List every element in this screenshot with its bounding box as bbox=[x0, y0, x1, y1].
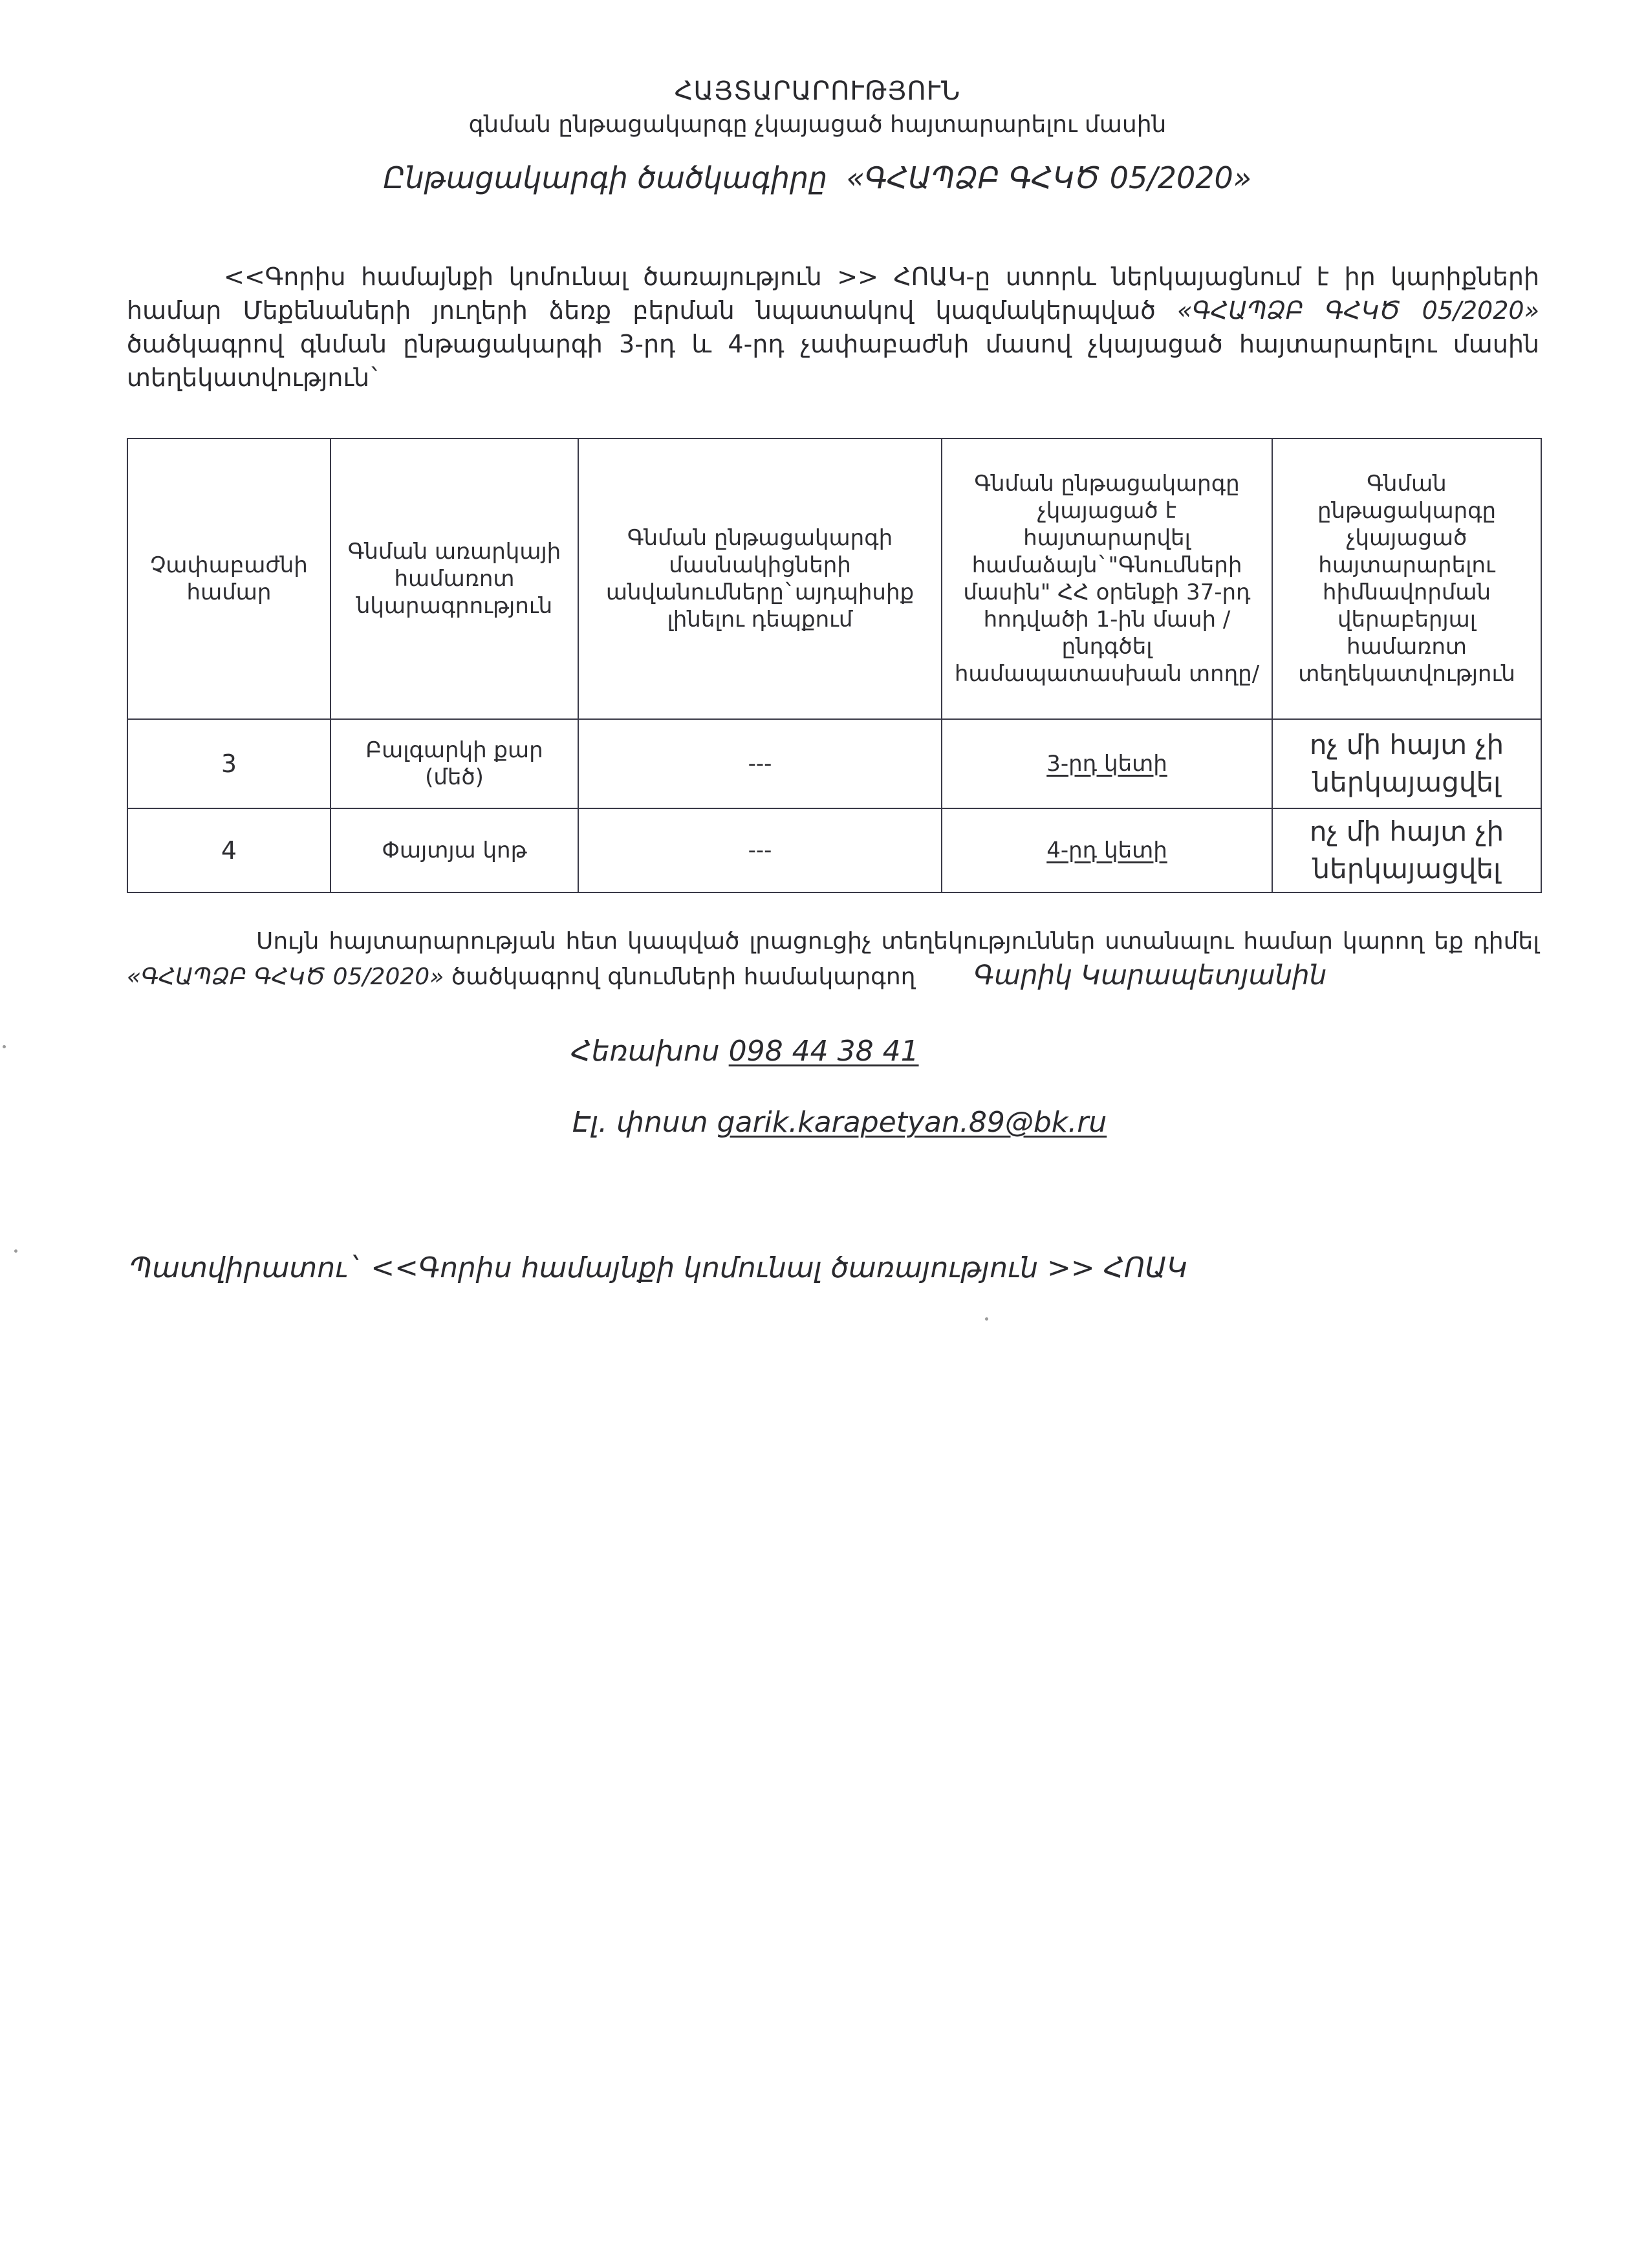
scan-speck bbox=[14, 1249, 17, 1253]
signature-line: Պատվիրատու` <<Գորիս համայնքի կոմունալ ծառայություն >> ՀՈԱԿ bbox=[129, 1251, 1188, 1284]
lot-reason: ոչ մի հայտ չի ներկայացվել bbox=[1272, 719, 1541, 808]
intro-paragraph bbox=[127, 260, 1539, 394]
lot-participants: --- bbox=[578, 719, 942, 808]
phone-number[interactable]: 098 44 38 41 bbox=[728, 1035, 919, 1068]
lot-description: Բալգարկի քար (մեծ) bbox=[330, 719, 578, 808]
email-link[interactable]: garik.karapetyan.89@bk.ru bbox=[717, 1106, 1107, 1139]
contact-paragraph bbox=[127, 925, 1539, 994]
contact-text-1: Սույն հայտարարության հետ կապված լրացուցիչ տեղեկություններ ստանալու համար կարող եք դիմել bbox=[256, 928, 1539, 955]
lot-clause bbox=[942, 808, 1272, 892]
intro-code: «ԳՀԱՊՁԲ ԳՀԿԾ 05/2020» bbox=[1177, 296, 1540, 325]
header-reason: Գնման ընթացակարգը չկայացած հայտարարելու հիմնավորման վերաբերյալ համառոտ տեղեկատվություն bbox=[1272, 438, 1541, 719]
lots-table bbox=[127, 438, 1542, 893]
email-line bbox=[572, 1106, 1107, 1139]
table-header-row bbox=[127, 438, 1541, 719]
procurement-code-label: Ընթացակարգի ծածկագիրը bbox=[383, 160, 828, 195]
lot-description: Փայտյա կոթ bbox=[330, 808, 578, 892]
table-row bbox=[127, 808, 1541, 892]
scan-speck bbox=[985, 1317, 988, 1321]
contact-person-name: Գարիկ Կարապետյանին bbox=[973, 959, 1327, 991]
lot-number: 3 bbox=[127, 719, 330, 808]
contact-code: «ԳՀԱՊՁԲ ԳՀԿԾ 05/2020» bbox=[127, 964, 444, 990]
header-lot-number: Չափաբաժնի համար bbox=[127, 438, 330, 719]
intro-text-1: <<Գորիս համայնքի կոմունալ ծառայություն >> ՀՈԱԿ-ը ստորև ներկայացնում է իր կարիքների համար Մեքենաների յուղերի ձեռք բերման նպատակով կազմակերպված bbox=[127, 263, 1539, 325]
scan-speck bbox=[3, 1045, 6, 1048]
phone-label: Հեռախոս bbox=[571, 1035, 720, 1068]
table-row bbox=[127, 719, 1541, 808]
header-legal-clause: Գնման ընթացակարգը չկայացած է հայտարարվել համաձայն`"Գնումների մասին" ՀՀ օրենքի 37-րդ հոդվածի 1-ին մասի /ընդգծել համապատասխան տողը/ bbox=[942, 438, 1272, 719]
header-description: Գնման առարկայի համառոտ նկարագրություն bbox=[330, 438, 578, 719]
email-label: Էլ. փոստ bbox=[572, 1106, 708, 1139]
lot-clause-text: 4-րդ կետի bbox=[1046, 837, 1167, 863]
lot-number: 4 bbox=[127, 808, 330, 892]
lot-clause bbox=[942, 719, 1272, 808]
document-subtitle: գնման ընթացակարգը չկայացած հայտարարելու մասին bbox=[468, 111, 1167, 138]
lot-clause-text: 3-րդ կետի bbox=[1046, 751, 1167, 777]
document-title: ՀԱՅՏԱՐԱՐՈՒԹՅՈՒՆ bbox=[674, 76, 961, 106]
lot-reason: ոչ մի հայտ չի ներկայացվել bbox=[1272, 808, 1541, 892]
intro-text-2: ծածկագրով գնման ընթացակարգի 3-րդ և 4-րդ չափաբաժնի մասով չկայացած հայտարարելու մասին տեղեկատվություն` bbox=[127, 330, 1539, 392]
phone-line bbox=[571, 1035, 919, 1068]
procurement-code: «ԳՀԱՊՁԲ ԳՀԿԾ 05/2020» bbox=[846, 160, 1252, 195]
lot-participants: --- bbox=[578, 808, 942, 892]
procurement-code-line bbox=[0, 160, 1635, 195]
contact-text-2: ծածկագրով գնումների համակարգող bbox=[444, 964, 916, 990]
header-participants: Գնման ընթացակարգի մասնակիցների անվանումները`այդպիսիք լինելու դեպքում bbox=[578, 438, 942, 719]
